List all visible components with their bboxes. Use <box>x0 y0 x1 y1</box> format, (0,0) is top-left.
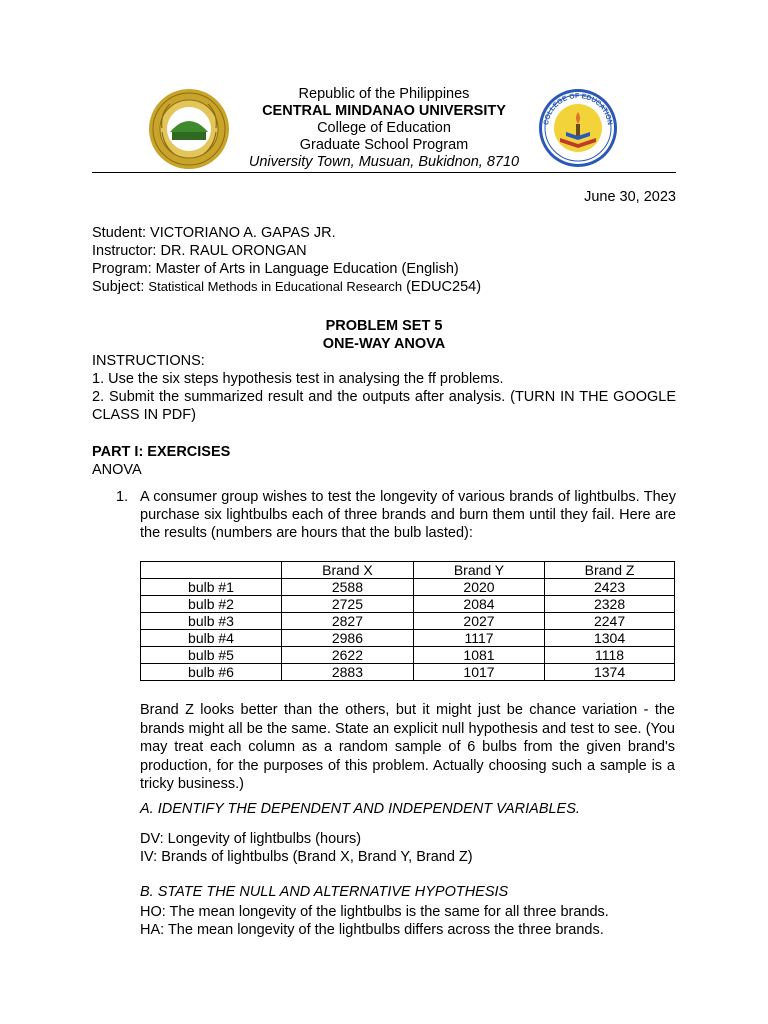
independent-variable: IV: Brands of lightbulbs (Brand X, Brand Y, Brand Z) <box>140 849 473 865</box>
table-row <box>141 613 675 630</box>
republic-line: Republic of the Philippines <box>298 86 470 102</box>
table-header-cell: Brand X <box>282 562 414 579</box>
subject-code: (EDUC254) <box>402 279 482 295</box>
college-logo-ring-text <box>538 88 618 168</box>
question-number: 1. <box>116 489 129 505</box>
part-subheading: ANOVA <box>92 462 142 478</box>
table-row <box>141 596 675 613</box>
table-cell: 2328 <box>545 596 675 613</box>
table-header-cell: Brand Y <box>413 562 544 579</box>
header-divider <box>92 172 676 173</box>
table-cell: bulb #3 <box>141 613 282 630</box>
table-cell: 2247 <box>545 613 675 630</box>
university-name: CENTRAL MINDANAO UNIVERSITY <box>262 103 506 119</box>
svg-text:COLLEGE OF EDUCATION <box>543 93 613 126</box>
table-row <box>141 579 675 596</box>
table-cell: 1118 <box>545 647 675 664</box>
table-cell: bulb #4 <box>141 630 282 647</box>
college-name: College of Education <box>317 120 451 136</box>
table-cell: 1117 <box>413 630 544 647</box>
section-a-heading: A. IDENTIFY THE DEPENDENT AND INDEPENDENT VARIABLES. <box>140 801 580 817</box>
title-line-1: PROBLEM SET 5 <box>325 318 443 334</box>
lightbulb-table <box>140 561 675 681</box>
table-cell: 1304 <box>545 630 675 647</box>
alternative-hypothesis: HA: The mean longevity of the lightbulbs differs across the three brands. <box>140 922 604 938</box>
table-header-cell: Brand Z <box>545 562 675 579</box>
table-cell: bulb #2 <box>141 596 282 613</box>
null-hypothesis: HO: The mean longevity of the lightbulbs is the same for all three brands. <box>140 904 609 920</box>
hypotheses-block <box>140 903 609 939</box>
table-row <box>141 647 675 664</box>
question-text: A consumer group wishes to test the longevity of various brands of lightbulbs. They purchase six lightbulbs each of three brands and burn them until they fail. Here are the results (numbers are hours that the bulb lasted): <box>140 489 676 541</box>
problem-set-title <box>92 317 676 353</box>
program-name: Graduate School Program <box>299 137 469 153</box>
table-cell: 2020 <box>413 579 544 596</box>
variables-block <box>140 830 473 866</box>
document-date: June 30, 2023 <box>584 189 676 205</box>
table-cell: 2883 <box>282 664 414 681</box>
university-address: University Town, Musuan, Bukidnon, 8710 <box>248 154 520 170</box>
table-cell: bulb #5 <box>141 647 282 664</box>
instructions <box>92 352 676 424</box>
title-line-2: ONE-WAY ANOVA <box>322 336 446 352</box>
subject-line <box>92 278 481 296</box>
subject-name: Statistical Methods in Educational Research <box>148 279 403 294</box>
table-cell: 2027 <box>413 613 544 630</box>
instructions-heading: INSTRUCTIONS: <box>92 353 205 369</box>
table-cell: 2622 <box>282 647 414 664</box>
program-line: Program: Master of Arts in Language Education (English) <box>92 261 459 277</box>
section-b-heading: B. STATE THE NULL AND ALTERNATIVE HYPOTHESIS <box>140 884 509 900</box>
table-header-cell <box>141 562 282 579</box>
problem-paragraph: Brand Z looks better than the others, but it might just be chance variation - the brands might all be the same. State an explicit null hypothesis and test to see. (You may treat each column as a random sample of 6 bulbs from the given brand's production, for the purposes of this problem. Actually choosing such a sample is a tricky business.) <box>140 702 675 792</box>
instructor-line: Instructor: DR. RAUL ORONGAN <box>92 243 307 259</box>
subject-label: Subject: <box>92 279 149 295</box>
instruction-item-2: 2. Submit the summarized result and the outputs after analysis. (TURN IN THE GOOGLE CLASS IN PDF) <box>92 389 676 423</box>
table-cell: 1017 <box>413 664 544 681</box>
dependent-variable: DV: Longevity of lightbulbs (hours) <box>140 831 362 847</box>
table-row <box>141 664 675 681</box>
table-cell: 1374 <box>545 664 675 681</box>
instruction-item-1: 1. Use the six steps hypothesis test in analysing the ff problems. <box>92 371 504 387</box>
table-cell: 2588 <box>282 579 414 596</box>
part-heading-block <box>92 443 230 479</box>
logo-ring-text: COLLEGE OF EDUCATION <box>543 92 613 126</box>
table-cell: bulb #1 <box>141 579 282 596</box>
table-cell: 2986 <box>282 630 414 647</box>
table-row <box>141 630 675 647</box>
table-header-row <box>141 562 675 579</box>
table-cell: bulb #6 <box>141 664 282 681</box>
table-cell: 2725 <box>282 596 414 613</box>
table-cell: 1081 <box>413 647 544 664</box>
student-line: Student: VICTORIANO A. GAPAS JR. <box>92 225 336 241</box>
table-cell: 2084 <box>413 596 544 613</box>
student-info <box>92 224 481 296</box>
table-cell: 2827 <box>282 613 414 630</box>
part-heading: PART I: EXERCISES <box>92 444 231 460</box>
table-cell: 2423 <box>545 579 675 596</box>
